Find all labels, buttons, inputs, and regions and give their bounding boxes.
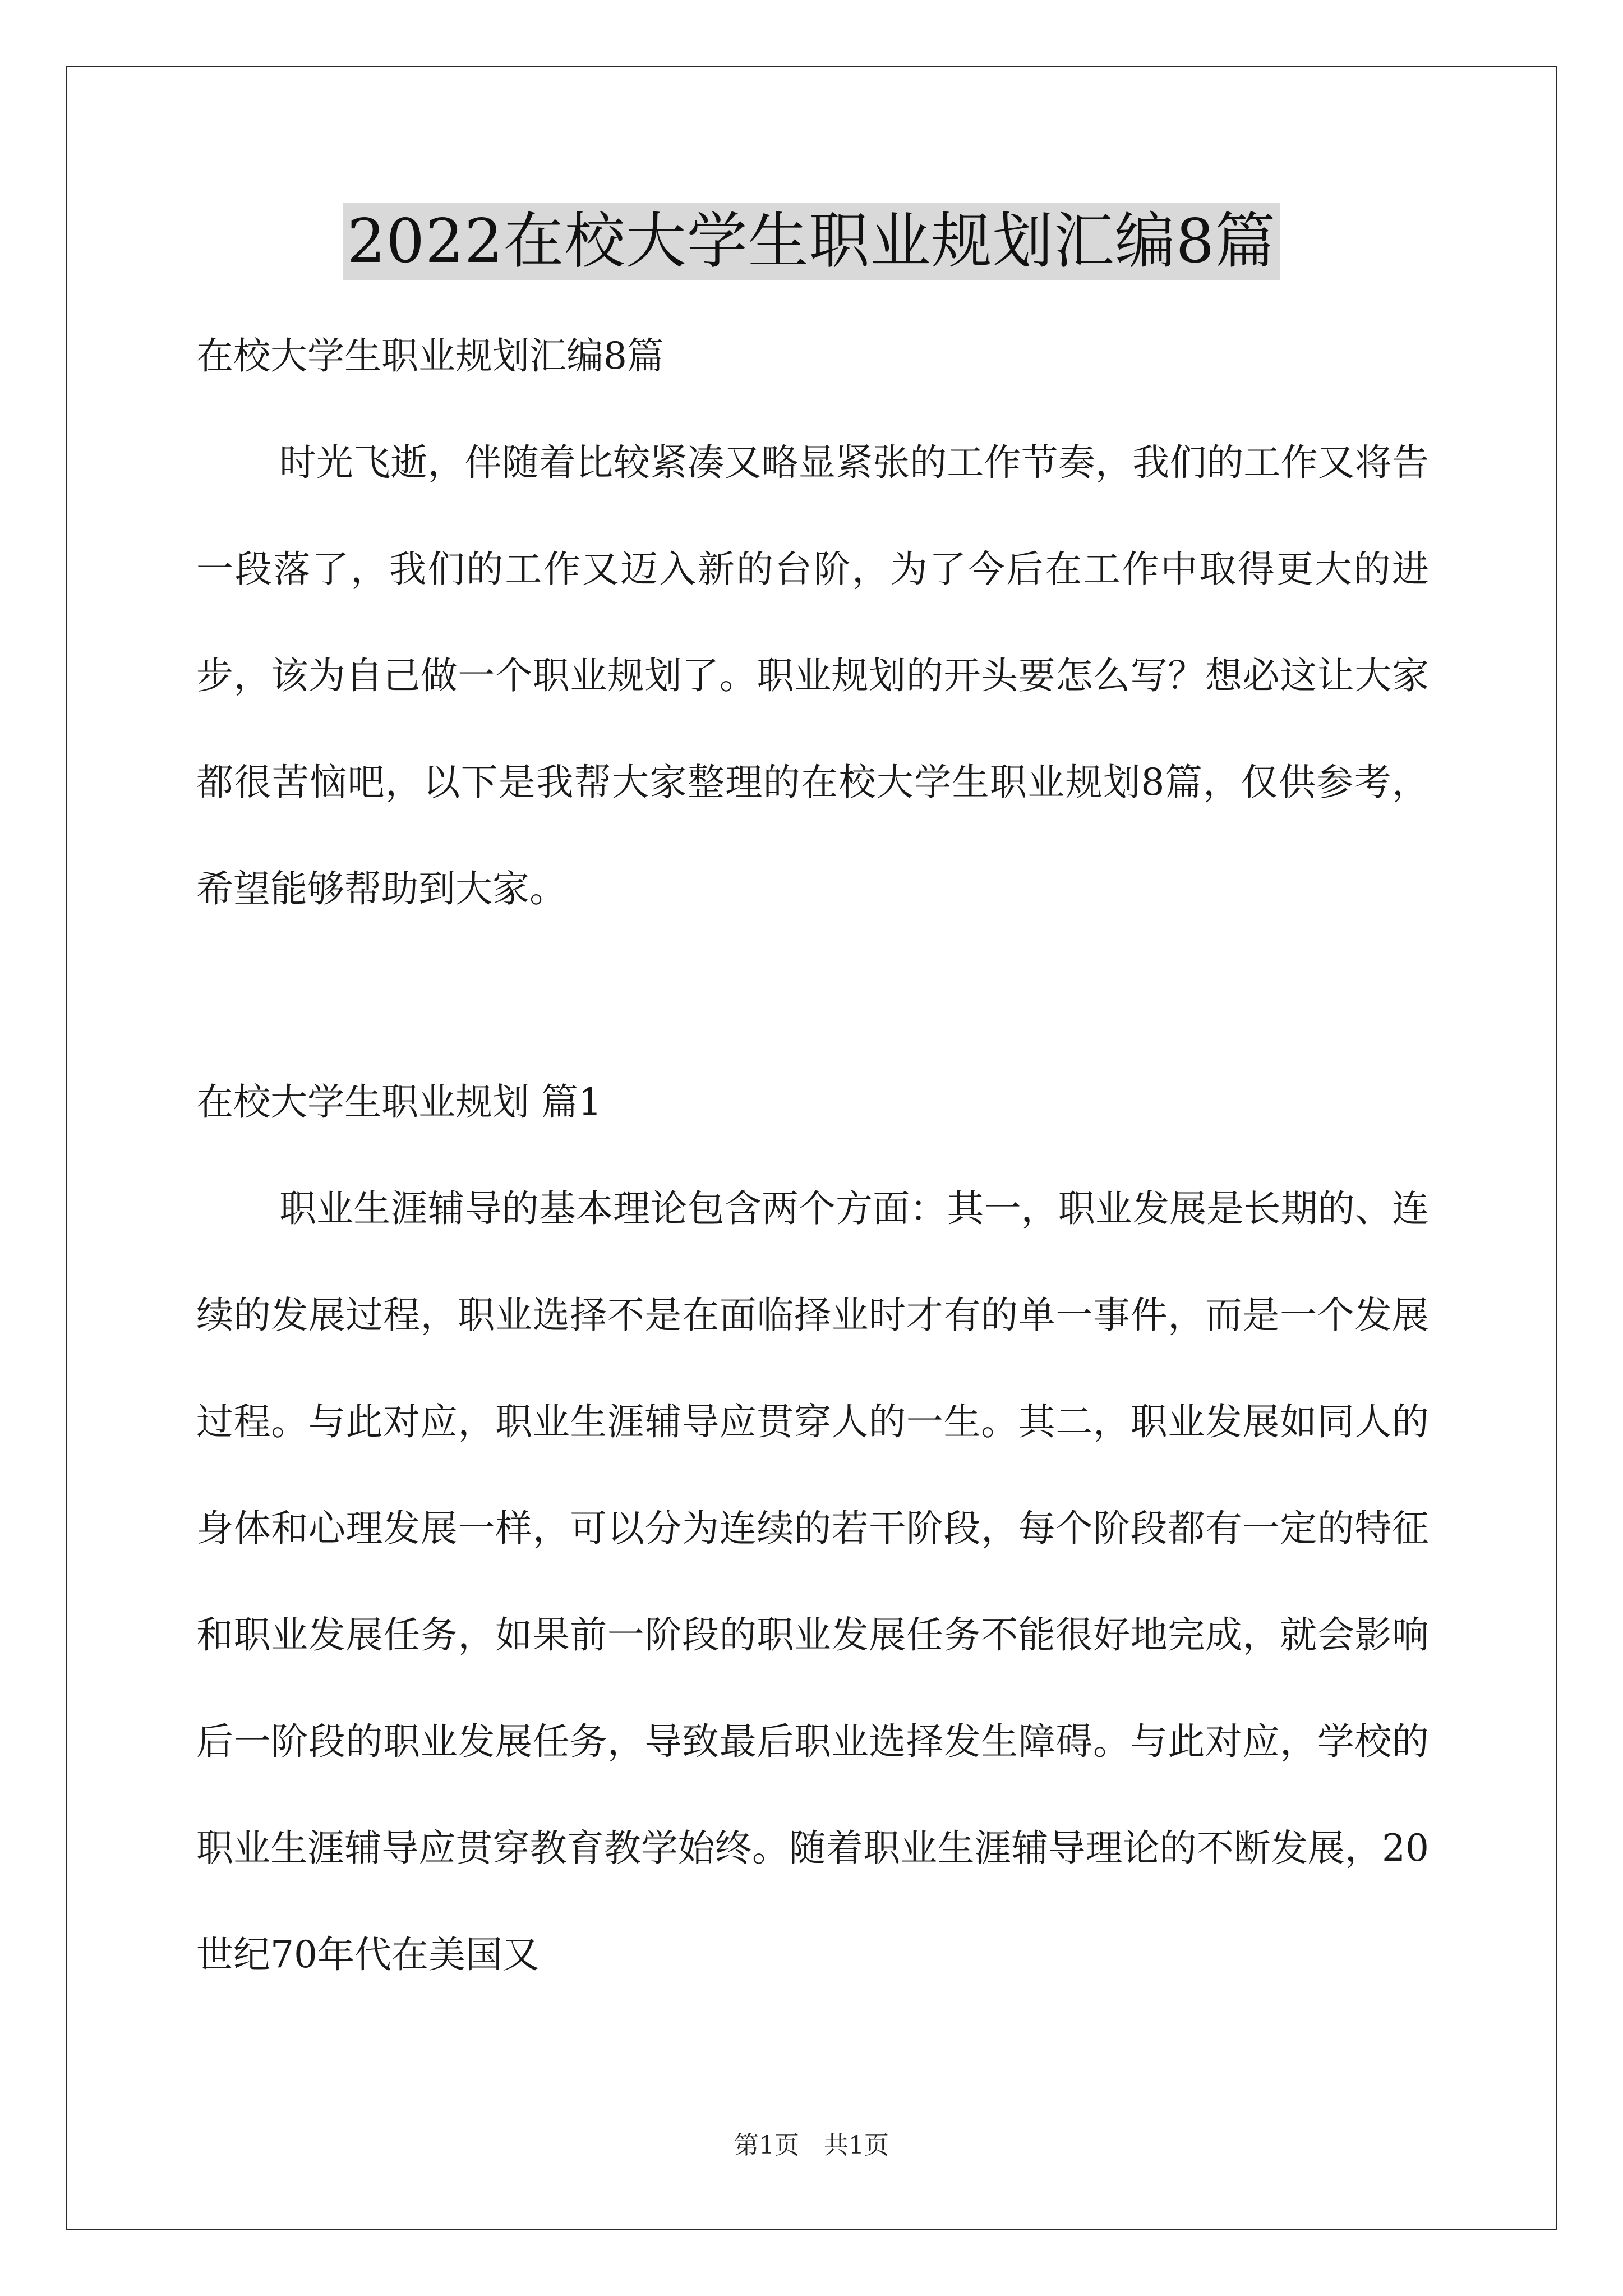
section-heading: 在校大学生职业规划 篇1: [196, 1080, 602, 1124]
document-body: [196, 303, 1429, 2008]
document-title: 2022在校大学生职业规划汇编8篇: [343, 203, 1281, 280]
intro-paragraph: 时光飞逝，伴随着比较紧凑又略显紧张的工作节奏，我们的工作又将告一段落了，我们的工作又迈入新的台阶，为了今后在工作中取得更大的进步，该为自己做一个职业规划了。职业规划的开头要怎么写？想必这让大家都很苦恼吧，以下是我帮大家整理的在校大学生职业规划8篇，仅供参考，希望能够帮助到大家。: [196, 441, 1429, 910]
title-container: [0, 203, 1623, 280]
page-footer: 第1页 共1页: [734, 2131, 889, 2160]
section-paragraph: 职业生涯辅导的基本理论包含两个方面：其一，职业发展是长期的、连续的发展过程，职业选择不是在面临择业时才有的单一事件，而是一个发展过程。与此对应，职业生涯辅导应贯穿人的一生。其二，职业发展如同人的身体和心理发展一样，可以分为连续的若干阶段，每个阶段都有一定的特征和职业发展任务，如果前一阶段的职业发展任务不能很好地完成，就会影响后一阶段的职业发展任务，导致最后职业选择发生障碍。与此对应，学校的职业生涯辅导应贯穿教育教学始终。随着职业生涯辅导理论的不断发展，20世纪70年代在美国又: [196, 1187, 1429, 1976]
document-subtitle: 在校大学生职业规划汇编8篇: [196, 334, 664, 378]
section-spacer: [196, 942, 1429, 1049]
